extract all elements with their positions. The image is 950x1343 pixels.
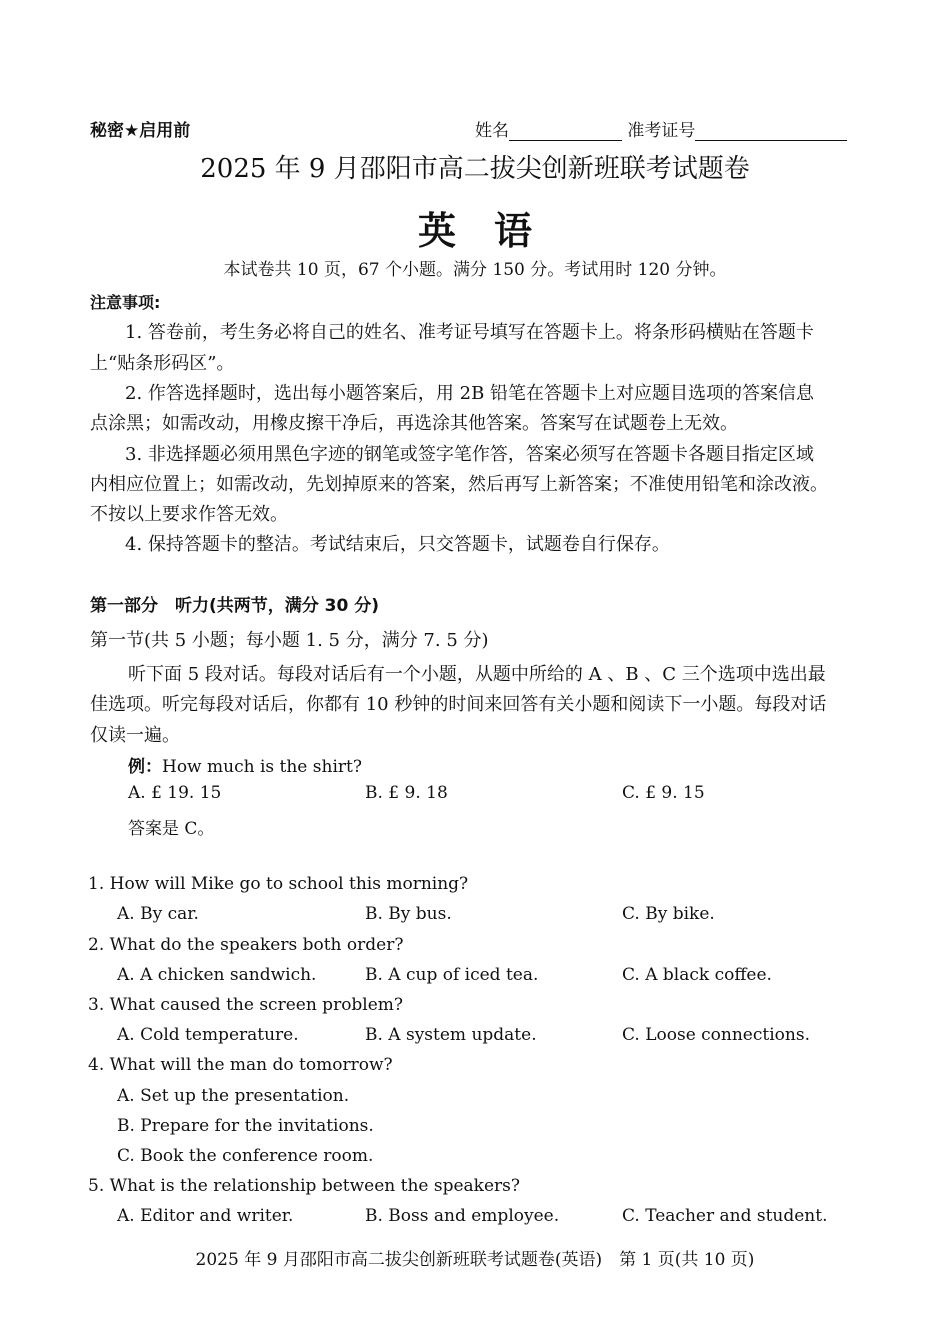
note-2-line-2: 点涂黑；如需改动，用橡皮擦干净后，再选涂其他答案。答案写在试题卷上无效。 [90,413,738,434]
option-c: C. A black coffee. [622,965,772,985]
note-1-line-1: 1. 答卷前，考生务必将自己的姓名、准考证号填写在答题卡上。将条形码横贴在答题卡 [125,322,814,343]
part1-heading: 第一部分 听力(共两节，满分 30 分) [90,596,380,616]
option-b: B. A cup of iced tea. [365,965,539,985]
id-label: 准考证号 [627,121,696,141]
option-c: C. Loose connections. [622,1025,810,1045]
option-a: A. Editor and writer. [117,1206,294,1226]
question-text: 4. What will the man do tomorrow? [88,1055,393,1075]
exam-title: 2025 年 9 月邵阳市高二拔尖创新班联考试题卷 [200,154,750,184]
question-text: 3. What caused the screen problem? [88,995,404,1015]
option-b: B. By bus. [365,904,452,924]
option-b: B. Prepare for the invitations. [117,1116,374,1136]
instructions-line-3: 仅读一遍。 [90,725,180,746]
note-3-line-3: 不按以上要求作答无效。 [90,504,288,525]
option-b: B. Boss and employee. [365,1206,560,1226]
notes-heading: 注意事项: [90,293,161,312]
option-c: C. Teacher and student. [622,1206,828,1226]
instructions-line-1: 听下面 5 段对话。每段对话后有一个小题，从题中所给的 A 、B 、C 三个选项中选出最 [128,664,826,685]
option-c: C. Book the conference room. [117,1146,374,1166]
page-footer: 2025 年 9 月邵阳市高二拔尖创新班联考试题卷(英语) 第 1 页(共 10 页) [195,1250,755,1270]
option-c: C. By bike. [622,904,715,924]
note-3-line-2: 内相应位置上；如需改动，先划掉原来的答案，然后再写上新答案；不准使用铅笔和涂改液。 [90,474,828,495]
question-text: 5. What is the relationship between the speakers? [88,1176,521,1196]
id-blank [695,122,847,141]
section1-heading: 第一节(共 5 小题；每小题 1. 5 分，满分 7. 5 分) [90,630,489,651]
example-label: 例： [128,757,162,777]
option-a: A. Cold temperature. [117,1025,299,1045]
note-3-line-1: 3. 非选择题必须用黑色字迹的钢笔或签字笔作答，答案必须写在答题卡各题目指定区域 [125,444,814,465]
example-question-text: How much is the shirt? [162,757,362,777]
example-question [128,752,362,777]
confidential-label: 秘密★启用前 [90,121,191,141]
subject-title: 英 语 [417,208,532,253]
option-a: A. Set up the presentation. [117,1086,350,1106]
instructions-line-2: 佳选项。听完每段对话后，你都有 10 秒钟的时间来回答有关小题和阅读下一小题。每段对话 [90,694,827,715]
name-blank [509,122,622,141]
option-a: A. A chicken sandwich. [117,965,317,985]
example-option-c: C. £ 9. 15 [622,783,705,803]
option-a: A. By car. [117,904,199,924]
example-answer: 答案是 C。 [128,819,215,839]
question-text: 1. How will Mike go to school this morning? [88,874,469,894]
example-option-b: B. £ 9. 18 [365,783,448,803]
exam-info: 本试卷共 10 页，67 个小题。满分 150 分。考试用时 120 分钟。 [223,260,727,280]
question-text: 2. What do the speakers both order? [88,935,404,955]
example-option-a: A. £ 19. 15 [128,783,222,803]
option-b: B. A system update. [365,1025,537,1045]
note-1-line-2: 上“贴条形码区”。 [90,353,235,374]
note-2-line-1: 2. 作答选择题时，选出每小题答案后，用 2B 铅笔在答题卡上对应题目选项的答案信息 [125,383,815,404]
name-field [475,116,847,141]
note-4: 4. 保持答题卡的整洁。考试结束后，只交答题卡，试题卷自行保存。 [125,534,670,555]
name-label: 姓名 [475,121,509,141]
